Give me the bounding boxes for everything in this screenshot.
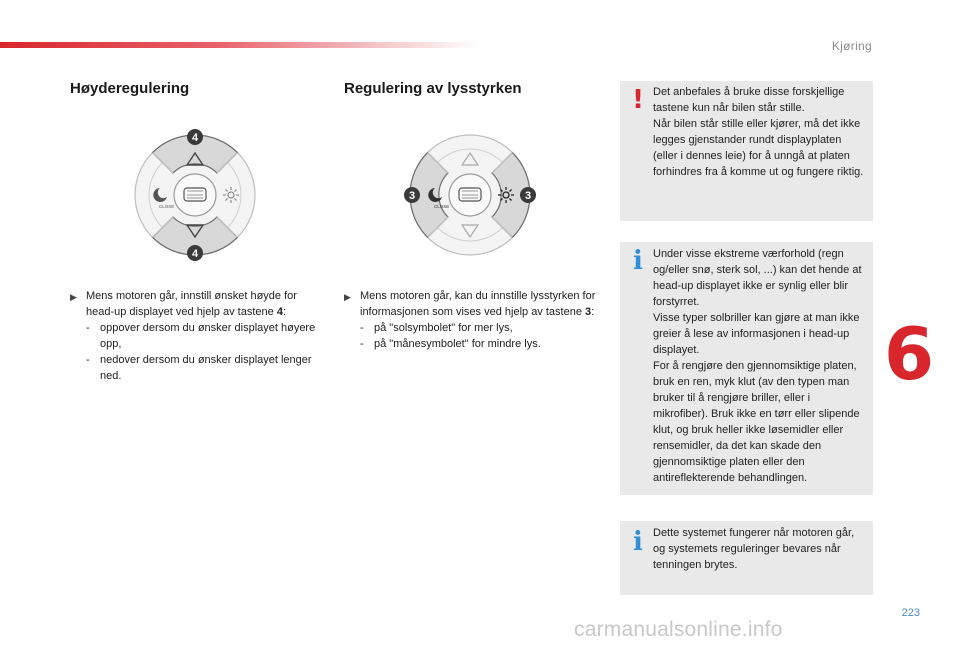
list-item: - oppover dersom du ønsker displayet høyere opp, (86, 322, 316, 350)
svg-text:CLOSE: CLOSE (434, 204, 450, 209)
list-item: - nedover dersom du ønsker displayet lenger ned. (86, 354, 312, 382)
height-instructions: ▶ Mens motoren går, innstill ønsket høyde for head-up displayet ved hjelp av tastene 4: - oppover dersom du ønsker displayet høyere opp, - nedover dersom du ønsker displayet lenger ned. (70, 288, 328, 384)
info-icon: i (633, 527, 643, 557)
watermark: carmanualsonline.info (574, 618, 783, 641)
info-text: Dette systemet fungerer når motoren går, og systemets reguleringer bevares når tenningen brytes. (653, 527, 855, 571)
exclamation-icon: ! (632, 85, 644, 115)
brightness-instructions: ▶ Mens motoren går, kan du innstille lysstyrken for informasjonen som vises ved hjelp av tastene 3: - på "solsymbolet" for mer lys, - på "månesymbolet" for mindre lys. (344, 288, 606, 352)
warning-text: Det anbefales å bruke disse forskjellige tastene kun når bilen står stille. Når bilen står stille eller kjører, må det ikke legges gjenstander rundt displayplaten (eller i dennes leie) for å unngå at platen forhindres fra å komme ut og fungere riktig. (653, 86, 864, 178)
height-adjustment-heading: Høyderegulering (70, 80, 190, 97)
list-item: - på "solsymbolet" for mer lys, (360, 322, 513, 334)
svg-text:CLOSE: CLOSE (159, 204, 175, 209)
key-badge-left: 3 (408, 190, 416, 202)
arrow-bullet-icon: ▶ (344, 292, 351, 302)
chapter-number: 6 (884, 312, 935, 396)
warning-note (620, 81, 873, 221)
page-number: 223 (901, 607, 920, 619)
info-text: Under visse ekstreme værforhold (regn og/eller snø, sterk sol, ...) kan det hende at head-up displayet ikke er synlig eller blir forstyrret. Visse typer solbriller kan gjøre at man ikke greier å lese av informasjonen i head-up displayet. For å rengjøre den gjennomsiktige platen, bruk en ren, myk klut (av den typen man bruker til å rengjøre briller, eller i mikrofiber). Bruk ikke en tørr eller slipende klut, og bruk heller ikke løsemidler eller rensemidler, da det kan skade den gjennomsiktige platen eller den antireflekterende behandlingen. (653, 248, 862, 484)
section-title: Kjøring (831, 39, 872, 53)
brightness-adjustment-heading: Regulering av lysstyrken (344, 80, 522, 97)
height-control-diagram (125, 125, 265, 265)
key-badge-right: 3 (524, 190, 532, 202)
info-note-system (620, 521, 873, 595)
info-icon: i (633, 246, 643, 276)
list-item: - på "månesymbolet" for mindre lys. (360, 338, 541, 350)
key-badge-top: 4 (191, 132, 199, 144)
header-accent-bar (0, 42, 480, 48)
brightness-control-diagram (400, 125, 540, 265)
info-note-weather (620, 242, 873, 495)
key-badge-bottom: 4 (191, 248, 199, 260)
arrow-bullet-icon: ▶ (70, 292, 77, 302)
